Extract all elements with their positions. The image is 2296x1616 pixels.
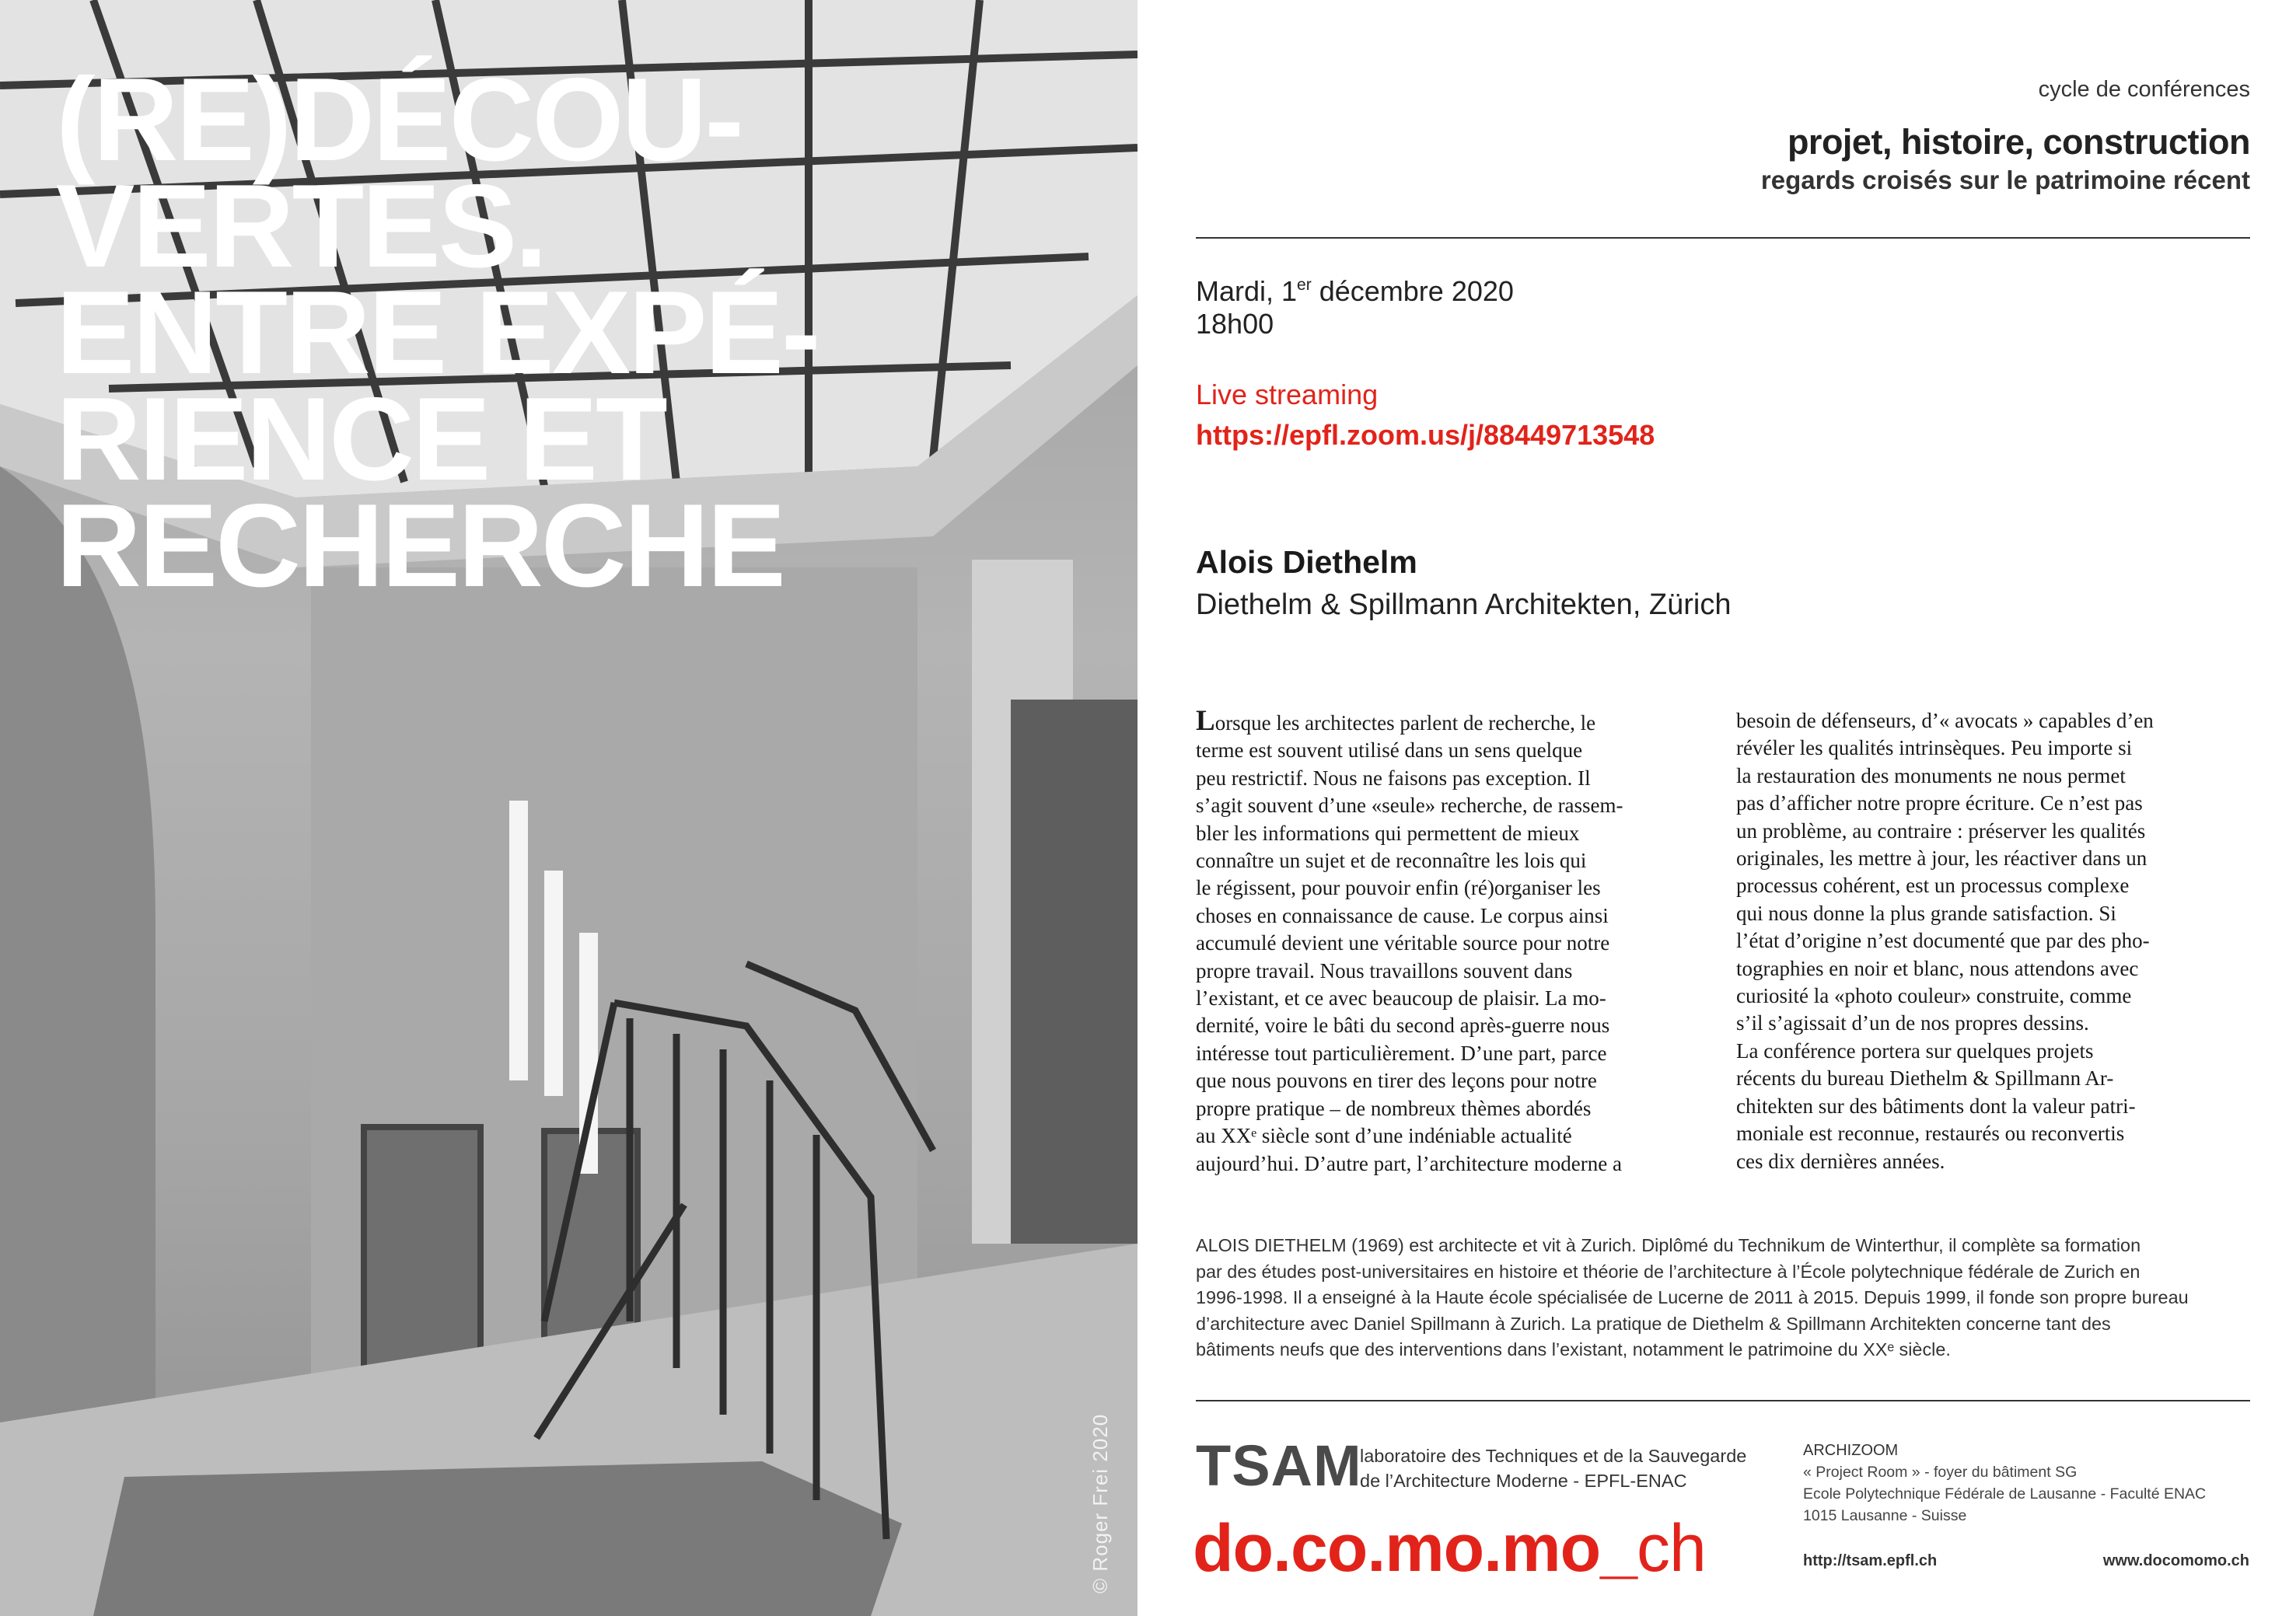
- abstract-line: la restauration des monuments ne nous permet: [1736, 763, 2126, 787]
- stair-well: [93, 1461, 902, 1616]
- bio-line: par des études post-universitaires en histoire et théorie de l’architecture à l’École polytechnique fédérale de Zurich en: [1196, 1261, 2140, 1282]
- abstract-line: ces dix dernières années.: [1736, 1149, 1945, 1173]
- date-prefix: Mardi, 1: [1196, 275, 1298, 307]
- docomomo-logo: [1193, 1511, 1706, 1586]
- abstract-line: besoin de défenseurs, d’« avocats » capables d’en: [1736, 709, 2154, 732]
- abstract-column-1: [1196, 707, 1693, 1178]
- stream-label: Live streaming: [1196, 379, 1379, 410]
- headline-line: ENTRE EXPÉ-: [56, 267, 819, 399]
- tsam-description-line: laboratoire des Techniques et de la Sauvegarde: [1360, 1446, 1747, 1466]
- bio-line: ALOIS DIETHELM (1969) est architecte et vit à Zurich. Diplômé du Technikum de Winterthur, il complète sa formation: [1196, 1235, 2141, 1255]
- divider-bottom: [1196, 1400, 2250, 1401]
- stream-link[interactable]: https://epfl.zoom.us/j/88449713548: [1196, 419, 1655, 451]
- docomomo-url[interactable]: www.docomomo.ch: [2102, 1552, 2249, 1569]
- abstract-line: l’existant, et ce avec beaucoup de plaisir. La mo-: [1196, 986, 1606, 1010]
- abstract-line: aujourd’hui. D’autre part, l’architecture moderne a: [1196, 1151, 1622, 1175]
- abstract-line: tographies en noir et blanc, nous attendons avec: [1736, 956, 2139, 980]
- photo-credit: © Roger Frei 2020: [1089, 1413, 1112, 1593]
- abstract-line: propre pratique – de nombreux thèmes abordés: [1196, 1096, 1592, 1120]
- abstract-line: pas d’afficher notre propre écriture. Ce n’est pas: [1736, 791, 2143, 815]
- stairwell-photo: [0, 0, 1138, 1616]
- venue-line: Ecole Polytechnique Fédérale de Lausanne - Faculté ENAC: [1803, 1485, 2207, 1503]
- date-suffix: décembre 2020: [1311, 275, 1514, 307]
- headline-line: (RE)DÉCOU-: [56, 54, 742, 186]
- event-date: [1196, 275, 1514, 308]
- side-opening: [1011, 700, 1138, 1244]
- abstract-line: que nous pouvons en tirer des leçons pour notre: [1196, 1069, 1597, 1093]
- abstract-line: chitekten sur des bâtiments dont la valeur patri-: [1736, 1094, 2136, 1118]
- headline: [56, 54, 1067, 612]
- event-time: 18h00: [1196, 308, 1274, 340]
- dropcap: L: [1196, 705, 1215, 737]
- abstract-line: dernité, voire le bâti du second après-guerre nous: [1196, 1014, 1610, 1038]
- venue-name: ARCHIZOOM: [1803, 1442, 1899, 1459]
- date-ordinal: er: [1297, 276, 1312, 294]
- abstract-line: La conférence portera sur quelques projets: [1736, 1038, 2094, 1063]
- headline-line: RIENCE ET: [56, 373, 666, 505]
- venue-address: [1803, 1440, 2206, 1527]
- abstract-line: choses en connaissance de cause. Le corpus ainsi: [1196, 903, 1609, 927]
- abstract-line: intéresse tout particulièrement. D’une part, parce: [1196, 1041, 1607, 1065]
- abstract-line: terme est souvent utilisé dans un sens quelque: [1196, 738, 1583, 763]
- abstract-line: connaître un sujet et de reconnaître les lois qui: [1196, 849, 1587, 873]
- tsam-description-line: de l’Architecture Moderne - EPFL-ENAC: [1360, 1471, 1687, 1491]
- headline-line: VERTES.: [56, 160, 546, 292]
- bio-line: 1996-1998. Il a enseigné à la Haute école spécialisée de Lucerne de 2011 à 2015. Depuis 1999, il fonde son propre bureau: [1196, 1287, 2189, 1307]
- abstract-line: récents du bureau Diethelm & Spillmann Ar-: [1736, 1066, 2114, 1091]
- docomomo-wordmark: do.co.mo.mo_: [1193, 1511, 1637, 1586]
- abstract-line: qui nous donne la plus grande satisfaction. Si: [1736, 901, 2116, 925]
- tsam-logo: TSAM: [1196, 1433, 1362, 1498]
- abstract-line: curiosité la «photo couleur» construite, comme: [1736, 984, 2132, 1008]
- abstract-line: accumulé devient une véritable source pour notre: [1196, 931, 1610, 955]
- series-subtitle: regards croisés sur le patrimoine récent: [1760, 166, 2250, 194]
- abstract-line: originales, les mettre à jour, les réactiver dans un: [1736, 846, 2147, 871]
- bio-line: d’architecture avec Daniel Spillmann à Zurich. La pratique de Diethelm & Spillmann Architekten concerne tant des: [1196, 1313, 2111, 1334]
- abstract-line: révéler les qualités intrinsèques. Peu importe si: [1736, 736, 2133, 760]
- abstract-lines: [1736, 707, 2234, 1175]
- lecture-series: [1761, 75, 2250, 196]
- abstract-line: peu restrictif. Nous ne faisons pas exception. Il: [1196, 766, 1591, 790]
- abstract-line: s’agit souvent d’une «seule» recherche, de rassem-: [1196, 794, 1623, 818]
- tsam-description: [1360, 1443, 1746, 1493]
- speaker-firm: Diethelm & Spillmann Architekten, Zürich: [1196, 588, 1732, 621]
- abstract-lines: [1196, 737, 1693, 1178]
- abstract-line: processus cohérent, est un processus complexe: [1736, 874, 2130, 898]
- bio-line: bâtiments neufs que des interventions dans l’existant, notamment le patrimoine du XXᵉ siècle.: [1196, 1339, 1951, 1359]
- abstract-line: le régissent, pour pouvoir enfin (ré)organiser les: [1196, 876, 1601, 900]
- abstract-line: bler les informations qui permettent de mieux: [1196, 821, 1580, 845]
- abstract-line: s’il s’agissait d’un de nos propres dessins.: [1736, 1011, 2089, 1035]
- abstract-line: au XXᵉ siècle sont d’une indéniable actualité: [1196, 1124, 1572, 1148]
- abstract-first-line: orsque les architectes parlent de recherche, le: [1214, 711, 1596, 735]
- venue-line: « Project Room » - foyer du bâtiment SG: [1803, 1464, 2078, 1481]
- abstract-line: propre travail. Nous travaillons souvent dans: [1196, 958, 1573, 983]
- series-label: cycle de conférences: [2038, 77, 2250, 102]
- divider-top: [1196, 237, 2250, 239]
- speaker-name: Alois Diethelm: [1196, 544, 1417, 580]
- series-title: projet, histoire, construction: [1787, 122, 2250, 162]
- headline-line: RECHERCHE: [56, 480, 784, 612]
- abstract-line: un problème, au contraire : préserver les qualités: [1736, 818, 2146, 843]
- abstract-line: moniale est reconnue, restaurés ou reconvertis: [1736, 1122, 2125, 1146]
- abstract-line: l’état d’origine n’est documenté que par des pho-: [1736, 929, 2150, 953]
- venue-line: 1015 Lausanne - Suisse: [1803, 1507, 1967, 1524]
- tsam-url[interactable]: http://tsam.epfl.ch: [1803, 1552, 1938, 1569]
- speaker-bio: [1196, 1233, 2253, 1363]
- docomomo-suffix: ch: [1636, 1511, 1706, 1586]
- abstract-column-2: [1736, 707, 2234, 1175]
- abstract-line: [1196, 707, 1693, 737]
